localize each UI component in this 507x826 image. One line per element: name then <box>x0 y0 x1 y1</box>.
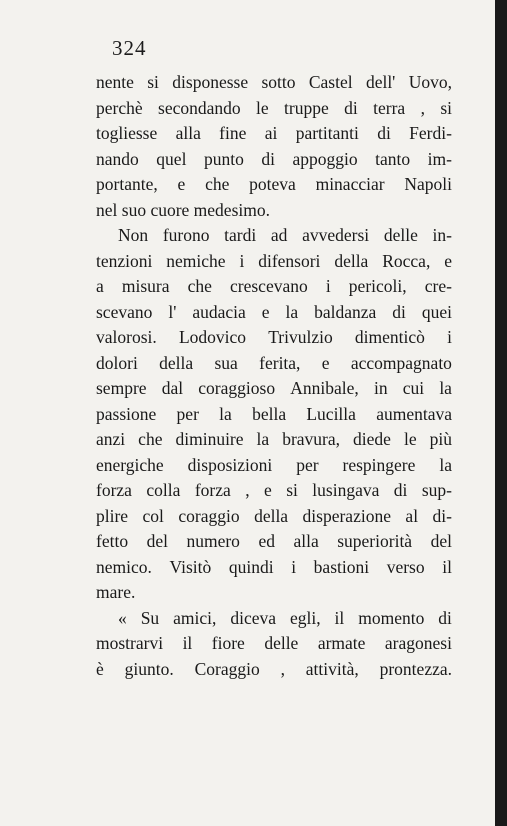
word: mostrarvi <box>96 633 164 653</box>
word: che <box>138 429 163 449</box>
word: ed <box>258 531 275 551</box>
word: « <box>118 607 127 628</box>
word: dolori <box>96 352 138 373</box>
word: quindi <box>228 556 274 577</box>
word: Visitò <box>169 556 212 577</box>
word: passione <box>96 403 157 424</box>
text-line <box>96 376 452 402</box>
text-line <box>96 300 452 326</box>
word: giunto. <box>124 658 174 679</box>
word: delle <box>383 225 418 245</box>
text-line <box>96 478 452 504</box>
word: si <box>286 480 298 500</box>
word: Su <box>140 607 160 628</box>
word: Rocca, <box>382 250 431 271</box>
text-line <box>96 555 452 581</box>
word: col <box>142 505 164 526</box>
text-line <box>96 96 452 122</box>
word: perchè <box>96 97 143 118</box>
word: cre- <box>424 276 452 296</box>
word: Lodovico <box>178 327 247 347</box>
text-line <box>96 427 452 453</box>
word: pericoli, <box>348 276 407 296</box>
word: è <box>96 658 104 679</box>
word: la <box>219 403 232 424</box>
text-line: mare. <box>96 582 136 602</box>
text-line <box>96 70 452 96</box>
word: forza <box>96 480 132 500</box>
word: plire <box>96 505 129 526</box>
word: più <box>429 429 452 449</box>
word: l' <box>168 301 177 322</box>
word: Castel <box>308 72 353 92</box>
word: la <box>439 378 452 398</box>
word: disperazione <box>302 505 391 526</box>
word: aragonesi <box>384 633 452 653</box>
word: fine <box>219 123 247 143</box>
word: Trivulzio <box>268 327 333 347</box>
word: scevano <box>96 301 153 322</box>
word: sempre <box>96 378 147 398</box>
word: in <box>373 378 388 398</box>
word: a <box>96 276 104 296</box>
word: per <box>176 403 199 424</box>
word: si <box>147 72 159 92</box>
word: la <box>256 429 270 449</box>
text-line <box>96 351 452 377</box>
word: avvedersi <box>302 225 370 245</box>
word: egli, <box>289 607 321 628</box>
word: ai <box>264 123 278 143</box>
word: armate <box>317 633 366 653</box>
word: amici, <box>173 607 217 628</box>
text-line <box>96 453 452 479</box>
word: sotto <box>261 72 296 92</box>
word: e <box>263 480 272 500</box>
word: Lucilla <box>306 403 356 424</box>
word: bastioni <box>313 556 370 577</box>
word: punto <box>203 148 244 169</box>
word: e <box>261 301 270 322</box>
word: alla <box>293 531 319 551</box>
word: baldanza <box>314 301 377 322</box>
word: Uovo, <box>408 72 452 92</box>
word: audacia <box>192 301 246 322</box>
word: nemico. <box>96 556 152 577</box>
word: appoggio <box>292 148 358 169</box>
word: attività, <box>305 658 359 679</box>
word: le <box>403 429 417 449</box>
word: Ferdi- <box>409 123 452 143</box>
word: tardi <box>224 225 257 245</box>
word: del <box>430 531 452 551</box>
body-text <box>96 70 452 682</box>
word: nando <box>96 148 139 169</box>
word: disponesse <box>172 72 249 92</box>
word: la <box>285 301 299 322</box>
word: quel <box>156 148 187 169</box>
word: si <box>440 97 452 118</box>
word: lusingava <box>312 480 380 500</box>
word: di <box>261 148 275 169</box>
word: di <box>393 480 408 500</box>
text-line <box>96 274 452 300</box>
word: superiorità <box>337 531 413 551</box>
text-line <box>96 121 452 147</box>
word: terra <box>373 97 406 118</box>
word: respingere <box>342 454 416 475</box>
word: partitanti <box>295 123 359 143</box>
text-line <box>96 249 452 275</box>
word: diede <box>353 429 391 449</box>
word: coraggio <box>178 505 240 526</box>
word: cui <box>402 378 425 398</box>
word: furono <box>162 225 210 245</box>
word: dal <box>161 378 184 398</box>
word: crescevano <box>230 276 308 296</box>
word: difensori <box>258 250 321 271</box>
word: secondando <box>158 97 241 118</box>
word: disposizioni <box>187 454 273 475</box>
text-line <box>96 529 452 555</box>
word: di- <box>432 505 452 526</box>
word: misura <box>121 276 170 296</box>
page-number: 324 <box>112 36 147 60</box>
word: colla <box>146 480 181 500</box>
word: momento <box>358 607 425 628</box>
text-line <box>96 631 452 657</box>
word: della <box>254 505 289 526</box>
word: sua <box>214 352 238 373</box>
word: i <box>325 276 331 296</box>
word: poteva <box>249 174 296 194</box>
word: il <box>182 633 193 653</box>
word: dimenticò <box>354 327 425 347</box>
word: ferita, <box>259 352 301 373</box>
word: Non <box>118 225 149 245</box>
word: fetto <box>96 531 129 551</box>
word: fiore <box>211 633 245 653</box>
word: che <box>205 174 230 194</box>
word: , <box>245 480 250 500</box>
word: al <box>405 505 419 526</box>
word: portante, <box>96 174 158 194</box>
word: diceva <box>230 607 277 628</box>
text-line <box>96 223 452 249</box>
word: coraggioso <box>198 378 276 398</box>
word: che <box>187 276 212 296</box>
word: e <box>177 174 186 194</box>
word: alla <box>175 123 201 143</box>
word: verso <box>386 556 425 577</box>
word: nente <box>96 72 134 92</box>
word: aumentava <box>376 403 452 424</box>
word: im- <box>427 148 452 169</box>
word: , <box>280 658 285 679</box>
word: nemiche <box>166 250 226 271</box>
word: quei <box>421 301 452 322</box>
word: e <box>444 250 452 271</box>
word: e <box>321 352 330 373</box>
word: i <box>447 327 452 347</box>
text-line <box>96 325 452 351</box>
word: il <box>334 607 345 628</box>
word: la <box>439 454 452 475</box>
word: per <box>296 454 319 475</box>
word: bravura, <box>282 429 341 449</box>
word: di <box>344 97 358 118</box>
word: della <box>334 250 369 271</box>
word: del <box>146 531 168 551</box>
page-edge-shadow <box>495 0 507 826</box>
text-line: nel suo cuore medesimo. <box>96 199 270 220</box>
word: accompagnato <box>350 352 452 373</box>
word: bella <box>252 403 287 424</box>
word: i <box>239 250 245 271</box>
word: togliesse <box>96 123 158 143</box>
text-line <box>96 147 452 173</box>
text-line <box>96 402 452 428</box>
word: , <box>420 97 425 118</box>
word: ad <box>270 225 288 245</box>
word: Napoli <box>404 174 452 194</box>
word: tenzioni <box>96 250 153 271</box>
word: truppe <box>284 97 329 118</box>
word: energiche <box>96 454 164 475</box>
word: delle <box>264 633 299 653</box>
word: tanto <box>375 148 411 169</box>
word: il <box>442 556 452 577</box>
word: Annibale, <box>290 378 359 398</box>
word: prontezza. <box>379 658 452 679</box>
word: di <box>392 301 406 322</box>
word: valorosi. <box>96 327 157 347</box>
word: in- <box>432 225 452 245</box>
word: minacciar <box>315 174 385 194</box>
word: di <box>438 607 452 628</box>
word: della <box>159 352 194 373</box>
text-line <box>96 504 452 530</box>
word: sup- <box>421 480 452 500</box>
word: forza <box>194 480 231 500</box>
word: dell' <box>365 72 396 92</box>
word: Coraggio <box>194 658 260 679</box>
word: di <box>377 123 391 143</box>
text-line <box>96 606 452 632</box>
word: i <box>291 556 297 577</box>
text-line <box>96 172 452 198</box>
word: numero <box>186 531 240 551</box>
word: le <box>256 97 269 118</box>
word: anzi <box>96 429 126 449</box>
text-line <box>96 657 452 683</box>
word: diminuire <box>175 429 244 449</box>
